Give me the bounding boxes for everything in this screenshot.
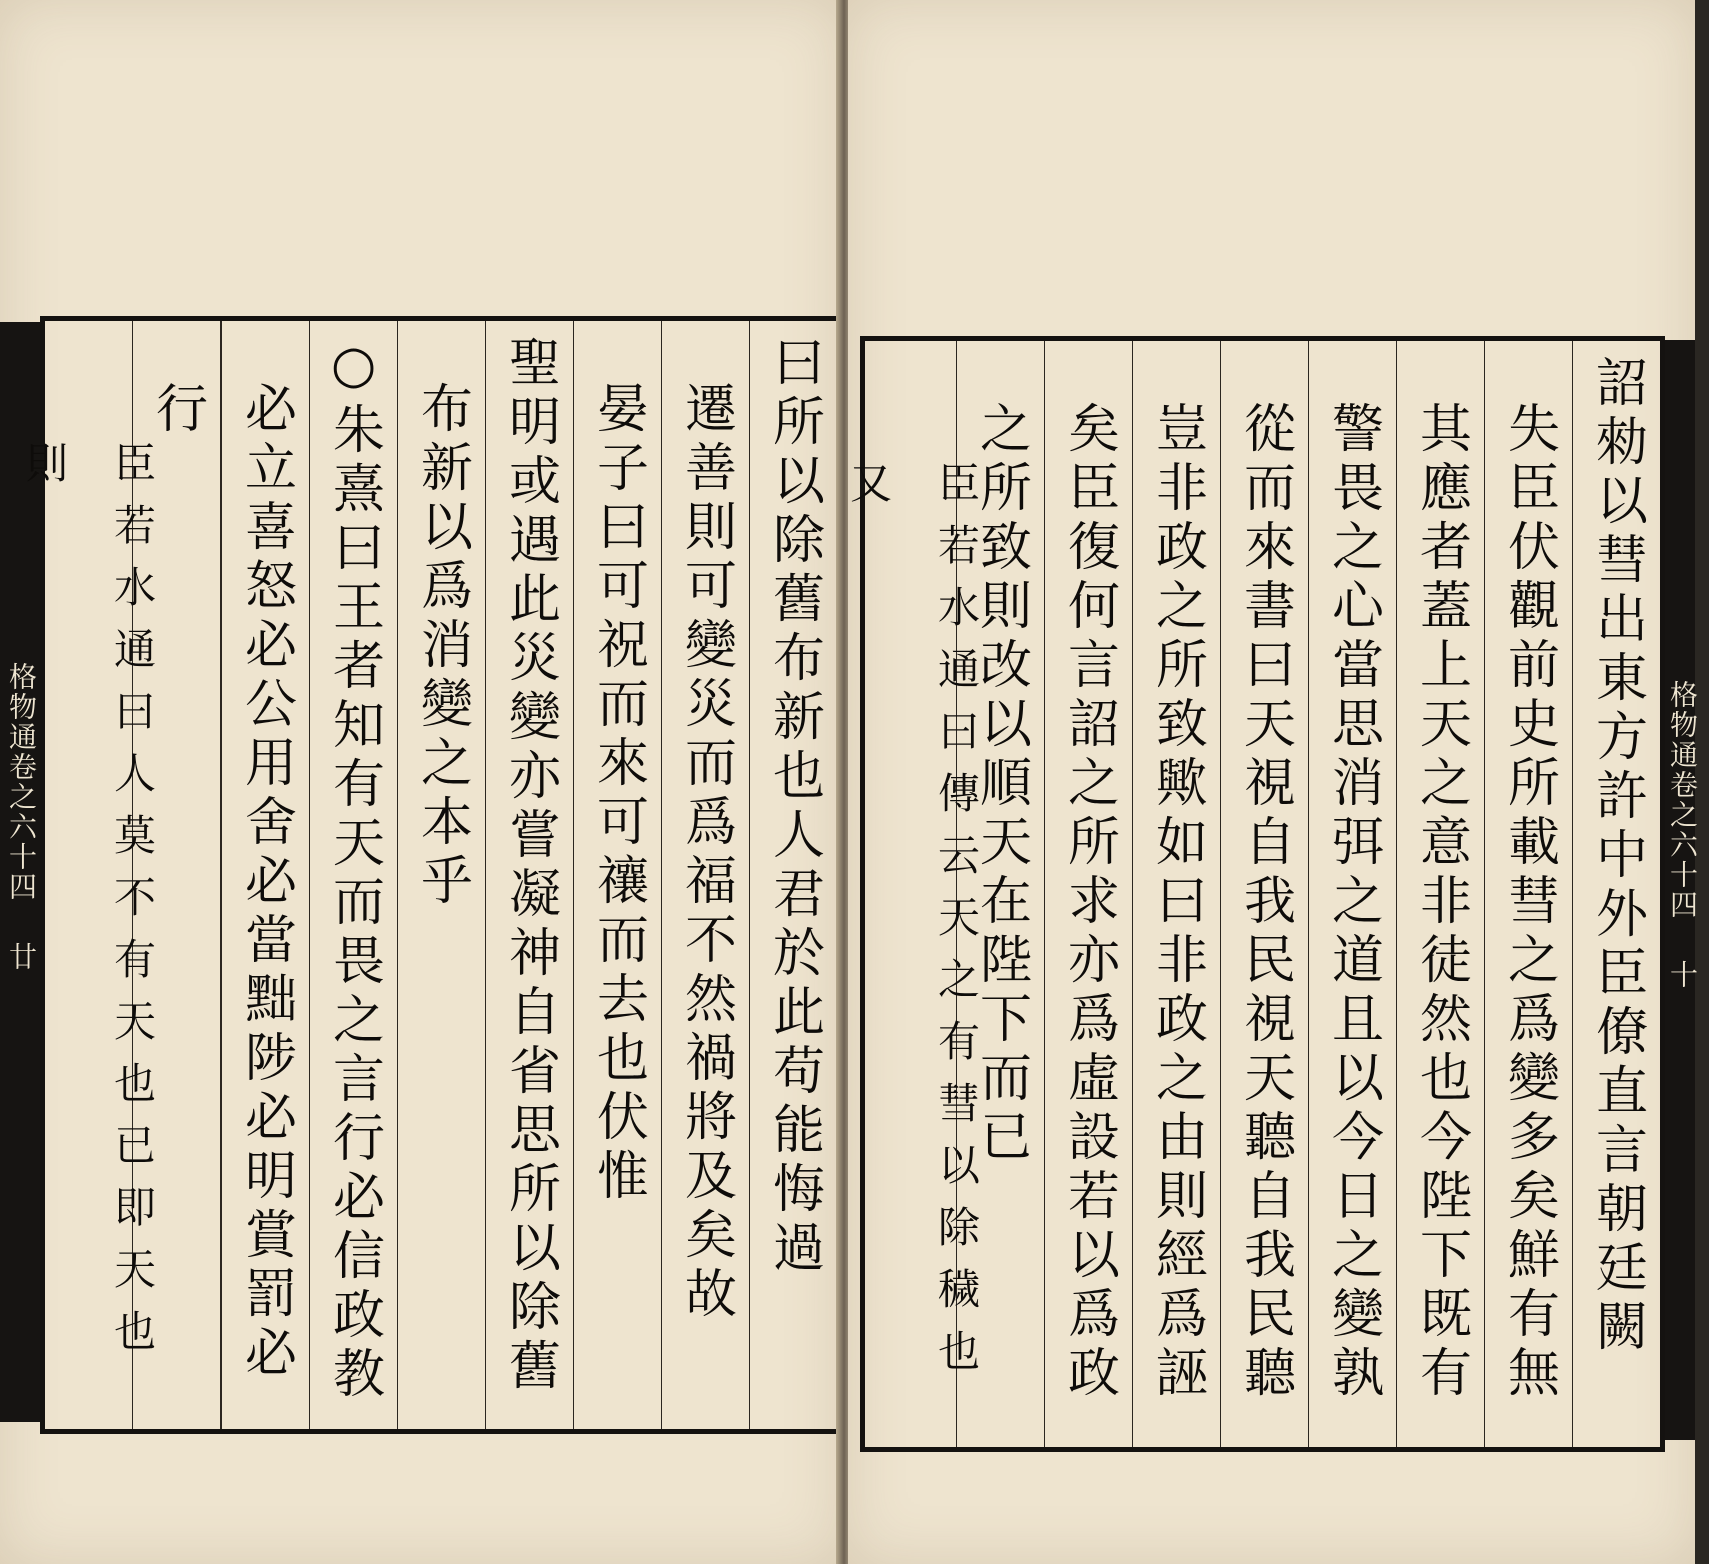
right-column bbox=[1572, 341, 1660, 1447]
left-column-text: ○朱熹曰王者知有天而畏之言行必信政教 bbox=[323, 335, 384, 1405]
right-column bbox=[1308, 341, 1396, 1447]
left-column-text: 遷善則可變災而爲福不然禍將及矣故 bbox=[675, 381, 736, 1325]
right-column-text: 詔勑以彗出東方許中外臣僚直言朝廷闕 bbox=[1586, 355, 1647, 1358]
right-column bbox=[1132, 341, 1220, 1447]
right-banxin-label: 格物通卷之六十四 bbox=[1666, 680, 1699, 920]
right-column-text: 豈非政之所致歟如曰非政之由則經爲誣 bbox=[1146, 401, 1207, 1404]
right-banxin bbox=[1665, 340, 1699, 1440]
right-column-text: 之所致則改以順天在陛下而已 bbox=[970, 401, 1031, 1168]
right-column bbox=[844, 341, 981, 1447]
right-column bbox=[1044, 341, 1132, 1447]
left-column-text: 臣若水通曰人莫不有天也已即天也則 bbox=[20, 441, 157, 1371]
right-column-text: 從而來書曰天視自我民視天聽自我民聽 bbox=[1234, 401, 1295, 1404]
left-page bbox=[0, 0, 842, 1564]
right-column-text: 臣若水通曰傳云天之有彗以除穢也又 bbox=[844, 461, 981, 1391]
right-page-number: 十 bbox=[1666, 960, 1699, 988]
right-column-text: 警畏之心當思消弭之道且以今日之變孰 bbox=[1322, 401, 1383, 1404]
right-column-text: 失臣伏觀前史所載彗之爲變多矣鮮有無 bbox=[1498, 401, 1559, 1404]
right-column bbox=[1484, 341, 1572, 1447]
right-page bbox=[844, 0, 1699, 1564]
left-column-text: 必立喜怒必公用舍必當黜陟必明賞罰必 bbox=[235, 381, 296, 1384]
left-banxin-label: 格物通卷之六十四 bbox=[5, 662, 38, 902]
left-column bbox=[397, 321, 485, 1429]
left-page-number: 廿 bbox=[5, 942, 38, 970]
right-text-frame bbox=[844, 336, 1665, 1452]
left-column-text: 行 bbox=[146, 381, 207, 440]
left-column-text: 曰所以除舊布新也人君於此苟能悔過 bbox=[763, 335, 824, 1279]
right-column bbox=[1220, 341, 1308, 1447]
left-column-text: 晏子曰可祝而來可禳而去也伏惟 bbox=[587, 381, 648, 1207]
right-columns bbox=[844, 341, 1660, 1447]
left-column bbox=[309, 321, 397, 1429]
left-column bbox=[221, 321, 309, 1429]
right-column bbox=[1396, 341, 1484, 1447]
right-column-text: 其應者蓋上天之意非徒然也今陛下既有 bbox=[1410, 401, 1471, 1404]
left-column-text: 聖明或遇此災變亦嘗凝神自省思所以除舊 bbox=[499, 335, 560, 1397]
left-column bbox=[485, 321, 573, 1429]
right-column-text: 矣臣復何言詔之所求亦爲虛設若以爲政 bbox=[1058, 401, 1119, 1404]
left-column-text: 布新以爲消變之本乎 bbox=[411, 381, 472, 912]
left-column bbox=[661, 321, 749, 1429]
left-column bbox=[573, 321, 661, 1429]
